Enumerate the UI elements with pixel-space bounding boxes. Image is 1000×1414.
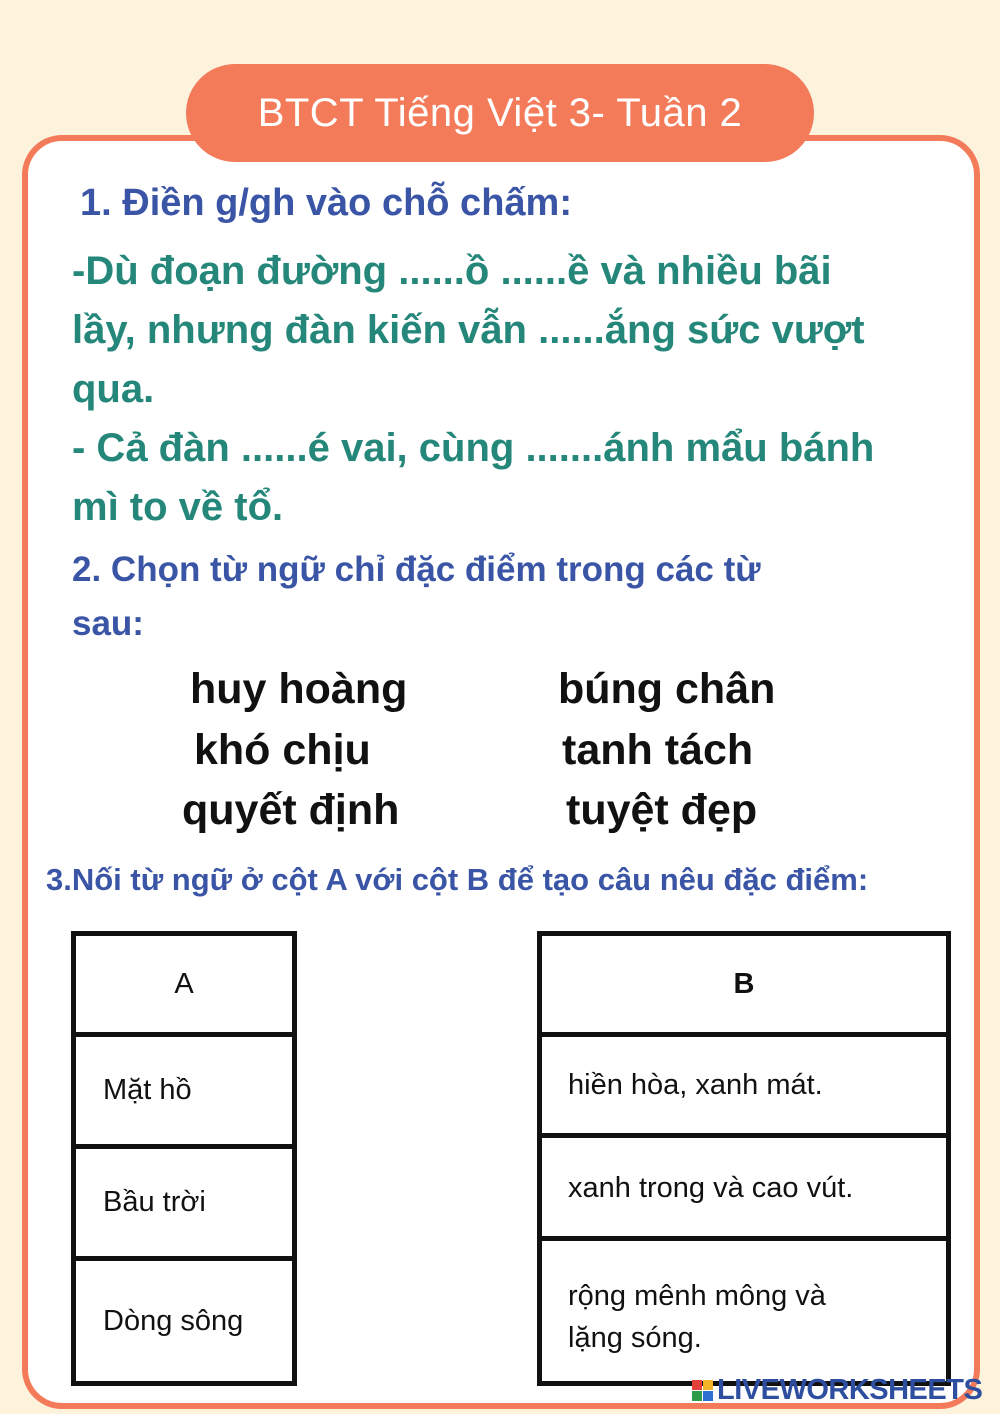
col-b-item-line: rộng mênh mông và: [568, 1280, 826, 1312]
col-b-item[interactable]: [537, 1032, 951, 1138]
q2-heading-line-1: 2. Chọn từ ngữ chỉ đặc điểm trong các từ: [72, 550, 761, 589]
q1-line-4: - Cả đàn ......é vai, cùng .......ánh mẩu bánh: [72, 426, 875, 470]
col-b-item-line: lặng sóng.: [568, 1322, 702, 1354]
col-a-item[interactable]: [71, 1032, 297, 1149]
q1-heading: 1. Điền g/gh vào chỗ chấm:: [80, 182, 572, 224]
word-option[interactable]: tuyệt đẹp: [566, 786, 758, 834]
q1-line-5: mì to về tổ.: [72, 485, 284, 529]
word-option[interactable]: quyết định: [182, 786, 400, 834]
page-title: BTCT Tiếng Việt 3- Tuần 2: [186, 64, 814, 162]
col-a-item-label: Bầu trời: [103, 1186, 206, 1218]
q1-line-2: lầy, nhưng đàn kiến vẫn ......ắng sức vượt: [72, 308, 865, 352]
col-a-item-label: Dòng sông: [103, 1304, 244, 1337]
col-a-item-label: Mặt hồ: [103, 1074, 192, 1106]
col-b-item-label: xanh trong và cao vút.: [568, 1172, 854, 1204]
col-a-header: [71, 931, 297, 1037]
col-a-item[interactable]: [71, 1144, 297, 1261]
col-b-header-label: B: [733, 967, 755, 1000]
word-option[interactable]: huy hoàng: [190, 665, 408, 713]
q3-heading: 3.Nối từ ngữ ở cột A với cột B để tạo câu nêu đặc điểm:: [46, 862, 869, 897]
logo-mark-icon: [692, 1380, 713, 1401]
logo-text: LIVEWORKSHEETS: [717, 1374, 983, 1406]
col-a-header-label: A: [174, 967, 194, 1000]
q1-line-3: qua.: [72, 367, 155, 411]
word-option[interactable]: búng chân: [558, 665, 776, 713]
col-a-item[interactable]: [71, 1256, 297, 1386]
liveworksheets-logo: [692, 1374, 982, 1407]
word-option[interactable]: khó chịu: [194, 726, 371, 774]
col-b-item[interactable]: [537, 1133, 951, 1241]
col-b-item[interactable]: [537, 1236, 951, 1386]
col-b-header: [537, 931, 951, 1037]
col-b-item-label: hiền hòa, xanh mát.: [568, 1069, 823, 1101]
q2-heading-line-2: sau:: [72, 604, 144, 643]
word-option[interactable]: tanh tách: [562, 726, 754, 774]
q1-line-1: -Dù đoạn đường ......ồ ......ề và nhiều bãi: [72, 249, 832, 293]
